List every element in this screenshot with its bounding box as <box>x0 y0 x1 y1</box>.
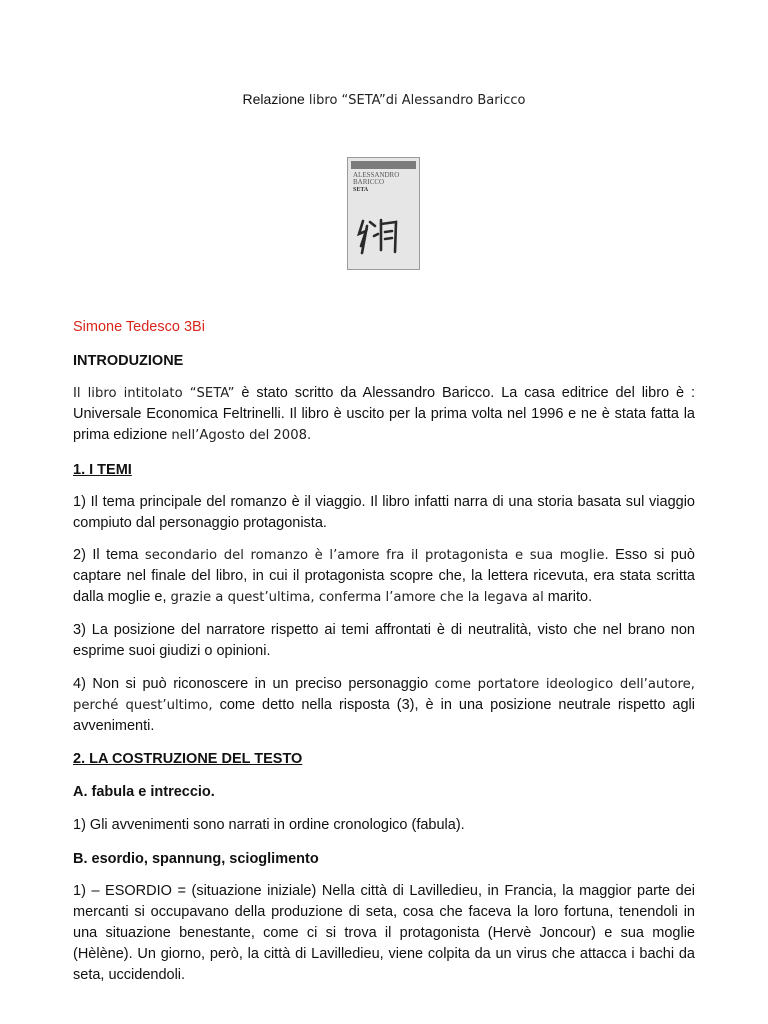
section-heading-costruzione: 2. LA COSTRUZIONE DEL TESTO <box>73 751 303 767</box>
temi-paragraph-4 <box>73 674 695 737</box>
document-title <box>0 91 768 108</box>
intro-heading: INTRODUZIONE <box>73 353 184 369</box>
temi-p4-b: come portatore ideologico dell’autore, perché quest’ultimo, <box>73 677 695 713</box>
temi-paragraph-3: 3) La posizione del narratore rispetto ai temi affrontati è di neutralità, visto che nel brano non esprime suoi giudizi o opinioni. <box>73 622 695 659</box>
temi-paragraph-1: 1) Il tema principale del romanzo è il viaggio. Il libro infatti narra di una storia basata sul viaggio compiuto dal personaggio protagonista. <box>73 494 695 531</box>
cover-author-last: BARICCO <box>353 178 385 186</box>
subheading-esordio: B. esordio, spannung, scioglimento <box>73 851 319 867</box>
fabula-paragraph: 1) Gli avvenimenti sono narrati in ordine cronologico (fabula). <box>73 817 465 833</box>
intro-text-a: Il libro intitolato “SETA” <box>73 386 235 401</box>
temi-p2-b: secondario del romanzo è l’amore fra il protagonista e sua moglie. <box>144 548 609 563</box>
book-cover-image <box>347 157 420 270</box>
author-line: Simone Tedesco 3Bi <box>73 319 205 335</box>
cover-author-first: ALESSANDRO <box>353 171 400 179</box>
intro-paragraph <box>73 383 695 446</box>
subheading-fabula: A. fabula e intreccio. <box>73 784 215 800</box>
section-heading-temi: 1. I TEMI <box>73 462 132 478</box>
cover-calligraphy-art <box>348 158 420 270</box>
temi-p2-a: 2) Il tema <box>73 547 145 563</box>
esordio-paragraph: 1) – ESORDIO = (situazione iniziale) Nella città di Lavilledieu, in Francia, la maggior parte dei mercanti si occupavano della produzione di seta, cosa che faceva la loro fortuna, tenendoli in una situazione benestante, come ci si trova il protagonista (Hervè Joncour) e sua moglie (Hèlène). Un giorno, però, la città di Lavilledieu, viene colpita da un virus che attacca i bachi da seta, uccidendoli. <box>73 883 695 983</box>
temi-p2-d: grazie a quest’ultima, conferma l’amore che la legava al <box>170 590 544 605</box>
intro-text-b: è stato scritto da Alessandro Baricco. La casa editrice del libro è : Universale Economica Feltrinelli. Il libro è uscito per la prima volta nel 1996 e ne è stata fatta la prima edizione <box>73 385 695 443</box>
title-relazione: Relazione <box>242 91 305 107</box>
temi-p4-a: 4) Non si può riconoscere in un preciso personaggio <box>73 676 435 692</box>
intro-text-c: nell’Agosto del 2008. <box>171 428 312 443</box>
temi-p2-e: marito. <box>543 589 593 605</box>
title-rest: libro “SETA”di Alessandro Baricco <box>304 93 526 108</box>
temi-p2-c: Esso si può captare nel finale del libro, in cui il protagonista scopre che, la lettera ricevuta, era stata scritta dalla moglie e, <box>73 547 695 605</box>
temi-p4-c: come detto nella risposta (3), è in una posizione neutrale rispetto agli avvenimenti. <box>73 697 695 734</box>
cover-book-title: SETA <box>353 187 369 193</box>
temi-paragraph-2 <box>73 545 695 608</box>
